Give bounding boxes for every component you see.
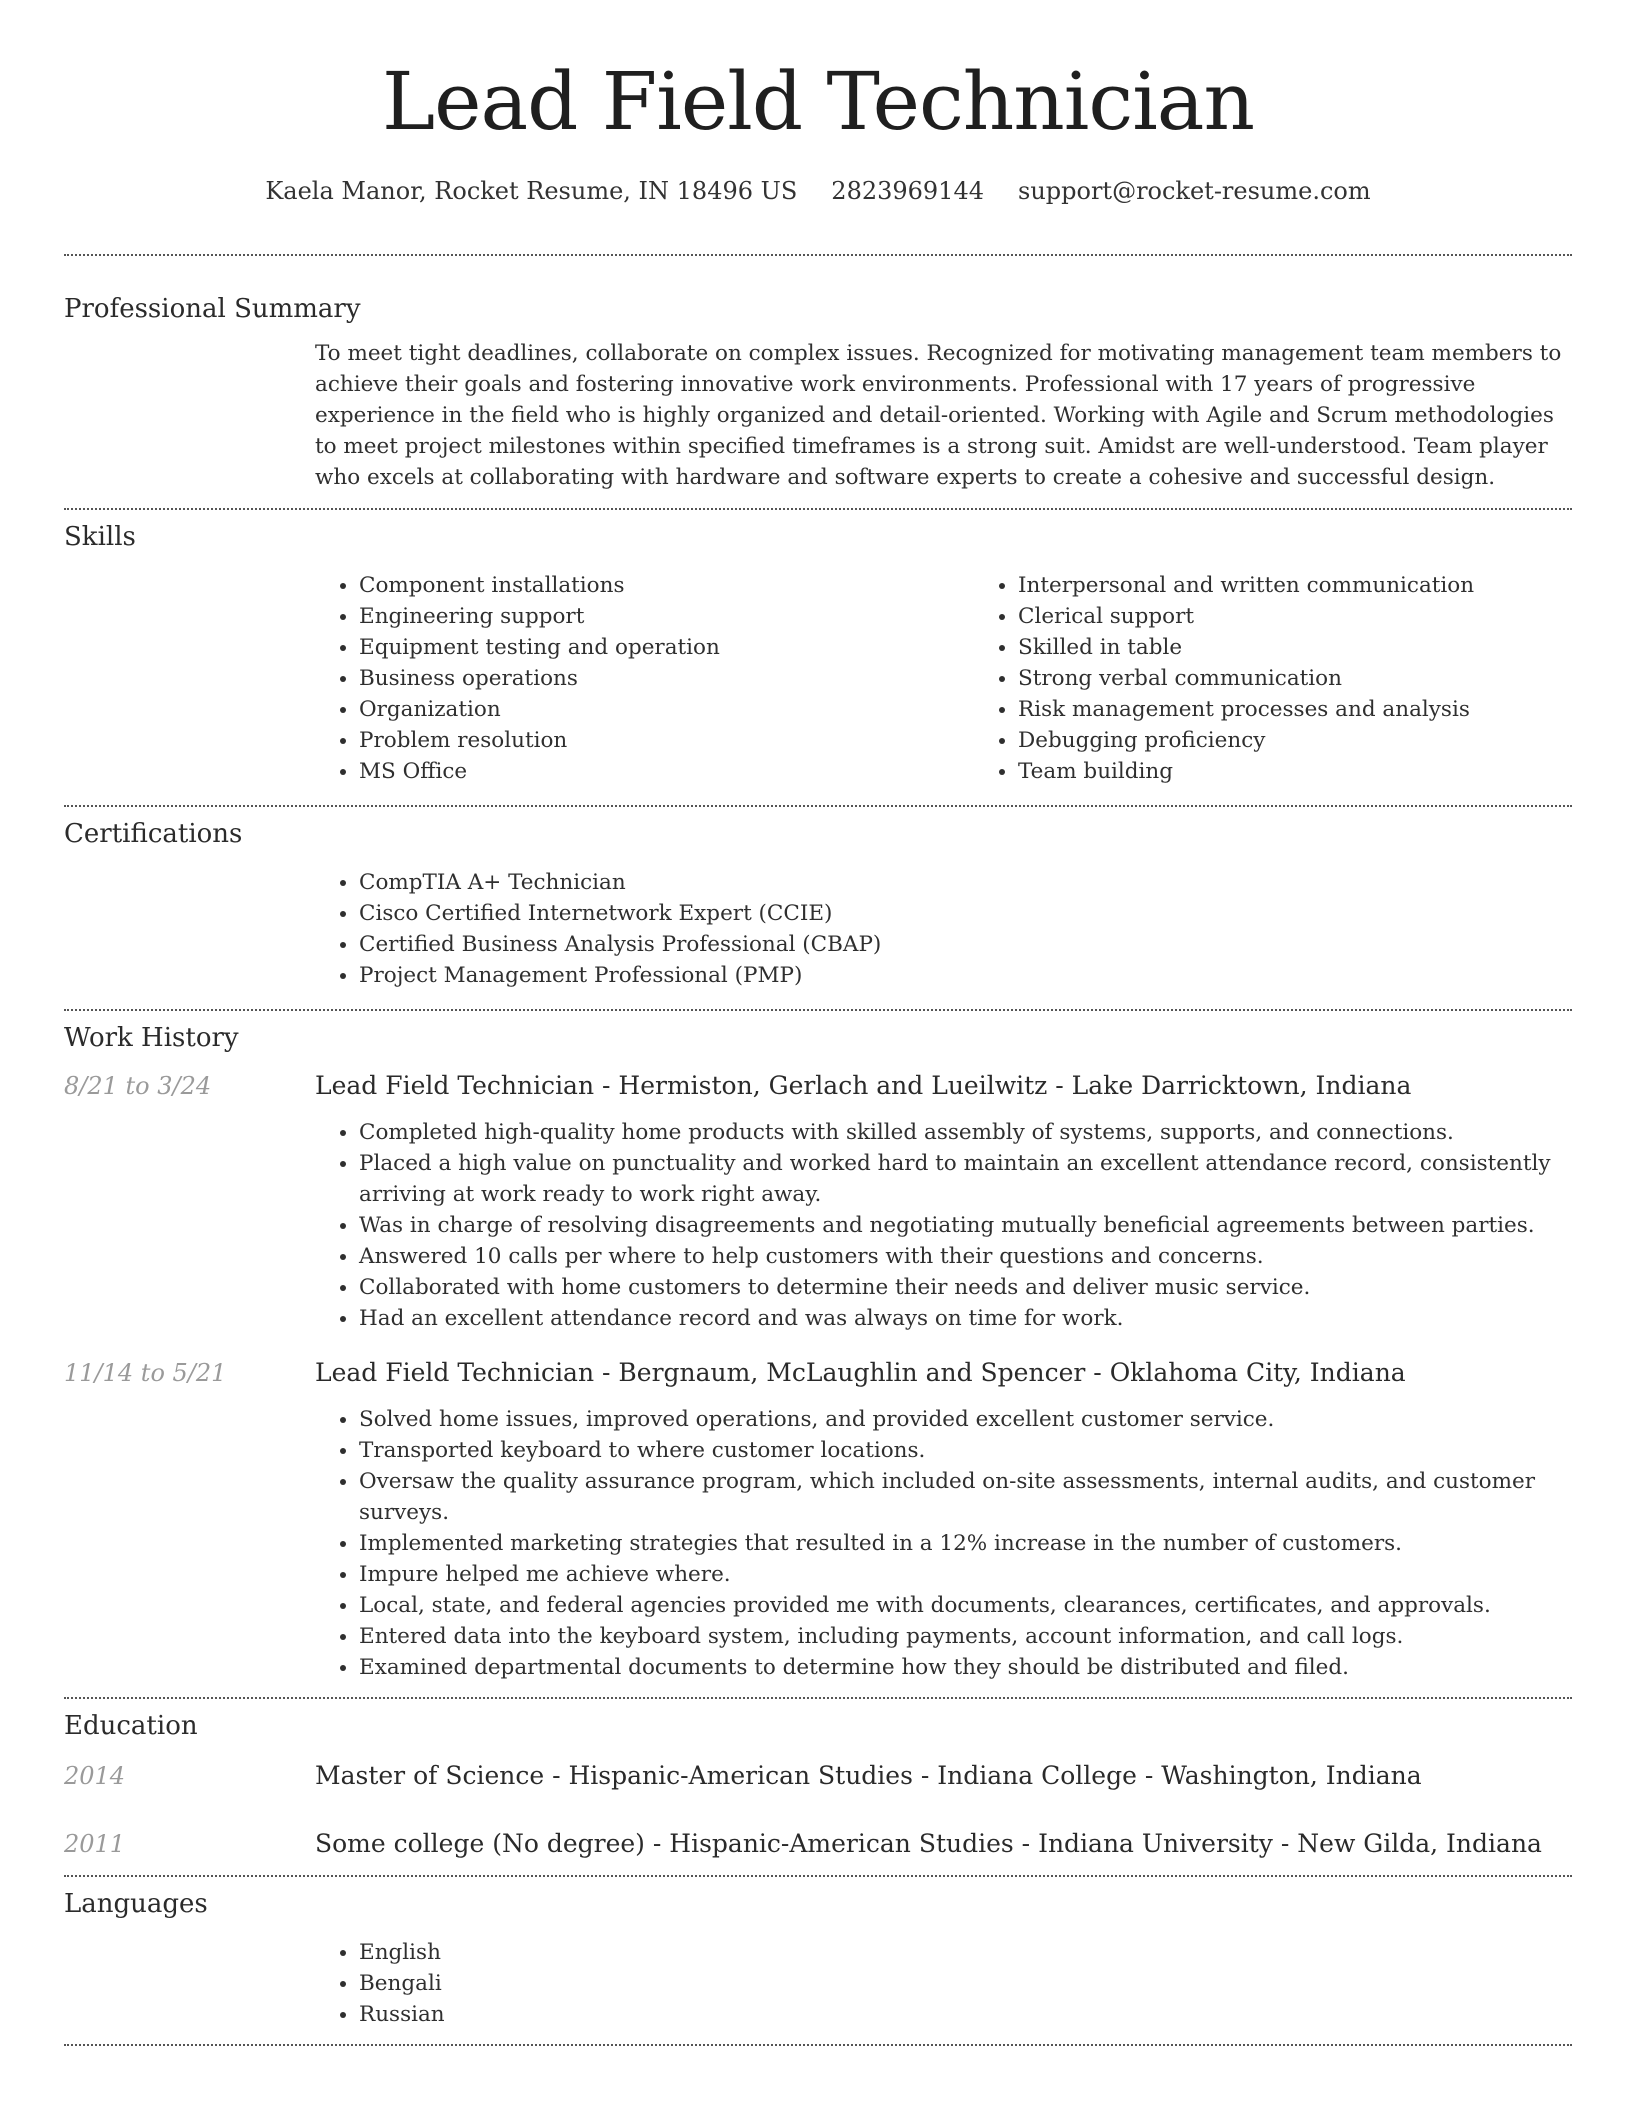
- language-item: • Russian: [359, 1999, 1572, 2030]
- job-bullet-list: [315, 1117, 1572, 1334]
- education-year: 2014: [64, 1762, 126, 1790]
- job-entry: [64, 1356, 1572, 1683]
- work-heading: Work History: [64, 1023, 239, 1053]
- job-location: Lake Darricktown, Indiana: [1071, 1071, 1412, 1100]
- separator: -: [1085, 1358, 1110, 1387]
- job-dates: 8/21 to 3/24: [64, 1072, 212, 1100]
- job-bullet: • Placed a high value on punctuality and worked hard to maintain an excellent attendance record, consistently arriving at work ready to work right away.: [359, 1148, 1572, 1210]
- job-bullet: • Local, state, and federal agencies provided me with documents, clearances, certificates, and approvals.: [359, 1590, 1572, 1621]
- summary-heading: Professional Summary: [64, 294, 361, 324]
- job-bullet: • Transported keyboard to where customer locations.: [359, 1435, 1572, 1466]
- skill-item: • MS Office: [359, 756, 974, 787]
- education-entry: [64, 1827, 1572, 1861]
- job-bullet: • Had an excellent attendance record and was always on time for work.: [359, 1303, 1572, 1334]
- education-field: Hispanic-American Studies: [568, 1761, 913, 1790]
- job-location: Oklahoma City, Indiana: [1109, 1358, 1406, 1387]
- education-heading: Education: [64, 1711, 198, 1741]
- job-entry: [64, 1069, 1572, 1334]
- summary-section: [64, 256, 1572, 493]
- certification-item: • CompTIA A+ Technician: [359, 867, 1572, 898]
- skill-item: • Business operations: [359, 663, 974, 694]
- job-bullets: [315, 1117, 1572, 1334]
- skills-section: [64, 510, 1572, 787]
- skill-item: • Organization: [359, 694, 974, 725]
- job-heading: [315, 1069, 1411, 1103]
- resume-page: [64, 0, 1572, 2046]
- language-item: • English: [359, 1937, 1572, 1968]
- work-section: [64, 1011, 1572, 1683]
- job-title: Lead Field Technician: [315, 1071, 595, 1100]
- education-degree: Some college (No degree): [315, 1829, 645, 1858]
- summary-body: [315, 338, 1572, 493]
- skill-item: • Team building: [1018, 756, 1632, 787]
- skills-list-left: [315, 570, 974, 787]
- certification-item: • Project Management Professional (PMP): [359, 960, 1572, 991]
- skill-item: • Problem resolution: [359, 725, 974, 756]
- contact-phone: 2823969144: [831, 177, 984, 205]
- skill-item: • Engineering support: [359, 601, 974, 632]
- languages-heading: Languages: [64, 1889, 208, 1919]
- education-field: Hispanic-American Studies: [669, 1829, 1014, 1858]
- language-item: • Bengali: [359, 1968, 1572, 1999]
- skills-columns: [315, 570, 1572, 787]
- job-bullet: • Answered 10 calls per where to help customers with their questions and concerns.: [359, 1241, 1572, 1272]
- education-school: Indiana College: [937, 1761, 1137, 1790]
- skill-item: • Equipment testing and operation: [359, 632, 974, 663]
- certifications-list: [315, 867, 1572, 991]
- contact-address: Kaela Manor, Rocket Resume, IN 18496 US: [265, 177, 798, 205]
- job-company: Bergnaum, McLaughlin and Spencer: [618, 1358, 1086, 1387]
- education-section: [64, 1699, 1572, 1861]
- education-degree: Master of Science: [315, 1761, 545, 1790]
- education-year: 2011: [64, 1830, 126, 1858]
- separator: -: [1013, 1829, 1039, 1858]
- job-header-row: [64, 1356, 1572, 1390]
- skill-item: • Clerical support: [1018, 601, 1632, 632]
- certifications-body: [315, 867, 1572, 991]
- summary-text: To meet tight deadlines, collaborate on complex issues. Recognized for motivating management team members to achieve their goals and fostering innovative work environments. Professional with 17 years of progressive experience in the field who is highly organized and detail-oriented. Working with Agile and Scrum methodologies to meet project milestones within specified timeframes is a strong suit. Amidst are well-understood. Team player who excels at collaborating with hardware and software experts to create a cohesive and successful design.: [315, 341, 1562, 490]
- skill-item: • Component installations: [359, 570, 974, 601]
- job-bullet: • Oversaw the quality assurance program, which included on-site assessments, internal audits, and customer surveys.: [359, 1466, 1572, 1528]
- contact-line: [64, 174, 1572, 208]
- skill-item: • Risk management processes and analysis: [1018, 694, 1632, 725]
- languages-section: [64, 1877, 1572, 2030]
- education-heading-line: [315, 1759, 1422, 1793]
- separator: -: [912, 1761, 938, 1790]
- skill-item: • Skilled in table: [1018, 632, 1632, 663]
- education-location: Washington, Indiana: [1161, 1761, 1422, 1790]
- separator: -: [594, 1071, 619, 1100]
- job-bullet: • Implemented marketing strategies that resulted in a 12% increase in the number of customers.: [359, 1528, 1572, 1559]
- education-heading-line: [315, 1827, 1542, 1861]
- separator: -: [644, 1829, 670, 1858]
- job-bullet: • Was in charge of resolving disagreements and negotiating mutually beneficial agreements between parties.: [359, 1210, 1572, 1241]
- resume-title: Lead Field Technician: [381, 55, 1254, 148]
- certifications-section: [64, 807, 1572, 991]
- job-bullet: • Impure helped me achieve where.: [359, 1559, 1572, 1590]
- languages-list: [315, 1937, 1572, 2030]
- education-location: New Gilda, Indiana: [1297, 1829, 1542, 1858]
- job-bullet: • Completed high-quality home products with skilled assembly of systems, supports, and connections.: [359, 1117, 1572, 1148]
- skills-heading: Skills: [64, 522, 136, 552]
- education-entries: [64, 1759, 1572, 1861]
- separator: -: [1136, 1761, 1162, 1790]
- job-bullet: • Collaborated with home customers to determine their needs and deliver music service.: [359, 1272, 1572, 1303]
- job-bullet: • Solved home issues, improved operations, and provided excellent customer service.: [359, 1404, 1572, 1435]
- separator: -: [594, 1358, 619, 1387]
- certification-item: • Certified Business Analysis Professional (CBAP): [359, 929, 1572, 960]
- certification-item: • Cisco Certified Internetwork Expert (CCIE): [359, 898, 1572, 929]
- job-company: Hermiston, Gerlach and Lueilwitz: [618, 1071, 1048, 1100]
- job-dates: 11/14 to 5/21: [64, 1359, 227, 1387]
- skill-item: • Interpersonal and written communication: [1018, 570, 1632, 601]
- skill-item: • Debugging proficiency: [1018, 725, 1632, 756]
- section-divider: [64, 2044, 1572, 2046]
- job-bullet: • Examined departmental documents to determine how they should be distributed and filed.: [359, 1652, 1572, 1683]
- job-heading: [315, 1356, 1406, 1390]
- job-bullets: [315, 1404, 1572, 1683]
- job-header-row: [64, 1069, 1572, 1103]
- skill-item: • Strong verbal communication: [1018, 663, 1632, 694]
- separator: -: [544, 1761, 569, 1790]
- contact-email: support@rocket-resume.com: [1018, 177, 1371, 205]
- work-entries: [64, 1069, 1572, 1683]
- skills-list-right: [974, 570, 1632, 787]
- job-title: Lead Field Technician: [315, 1358, 595, 1387]
- certifications-heading: Certifications: [64, 819, 243, 849]
- education-school: Indiana University: [1038, 1829, 1273, 1858]
- job-bullet-list: [315, 1404, 1572, 1683]
- separator: -: [1047, 1071, 1072, 1100]
- job-bullet: • Entered data into the keyboard system, including payments, account information, and call logs.: [359, 1621, 1572, 1652]
- education-entry: [64, 1759, 1572, 1793]
- languages-body: [315, 1937, 1572, 2030]
- separator: -: [1272, 1829, 1298, 1858]
